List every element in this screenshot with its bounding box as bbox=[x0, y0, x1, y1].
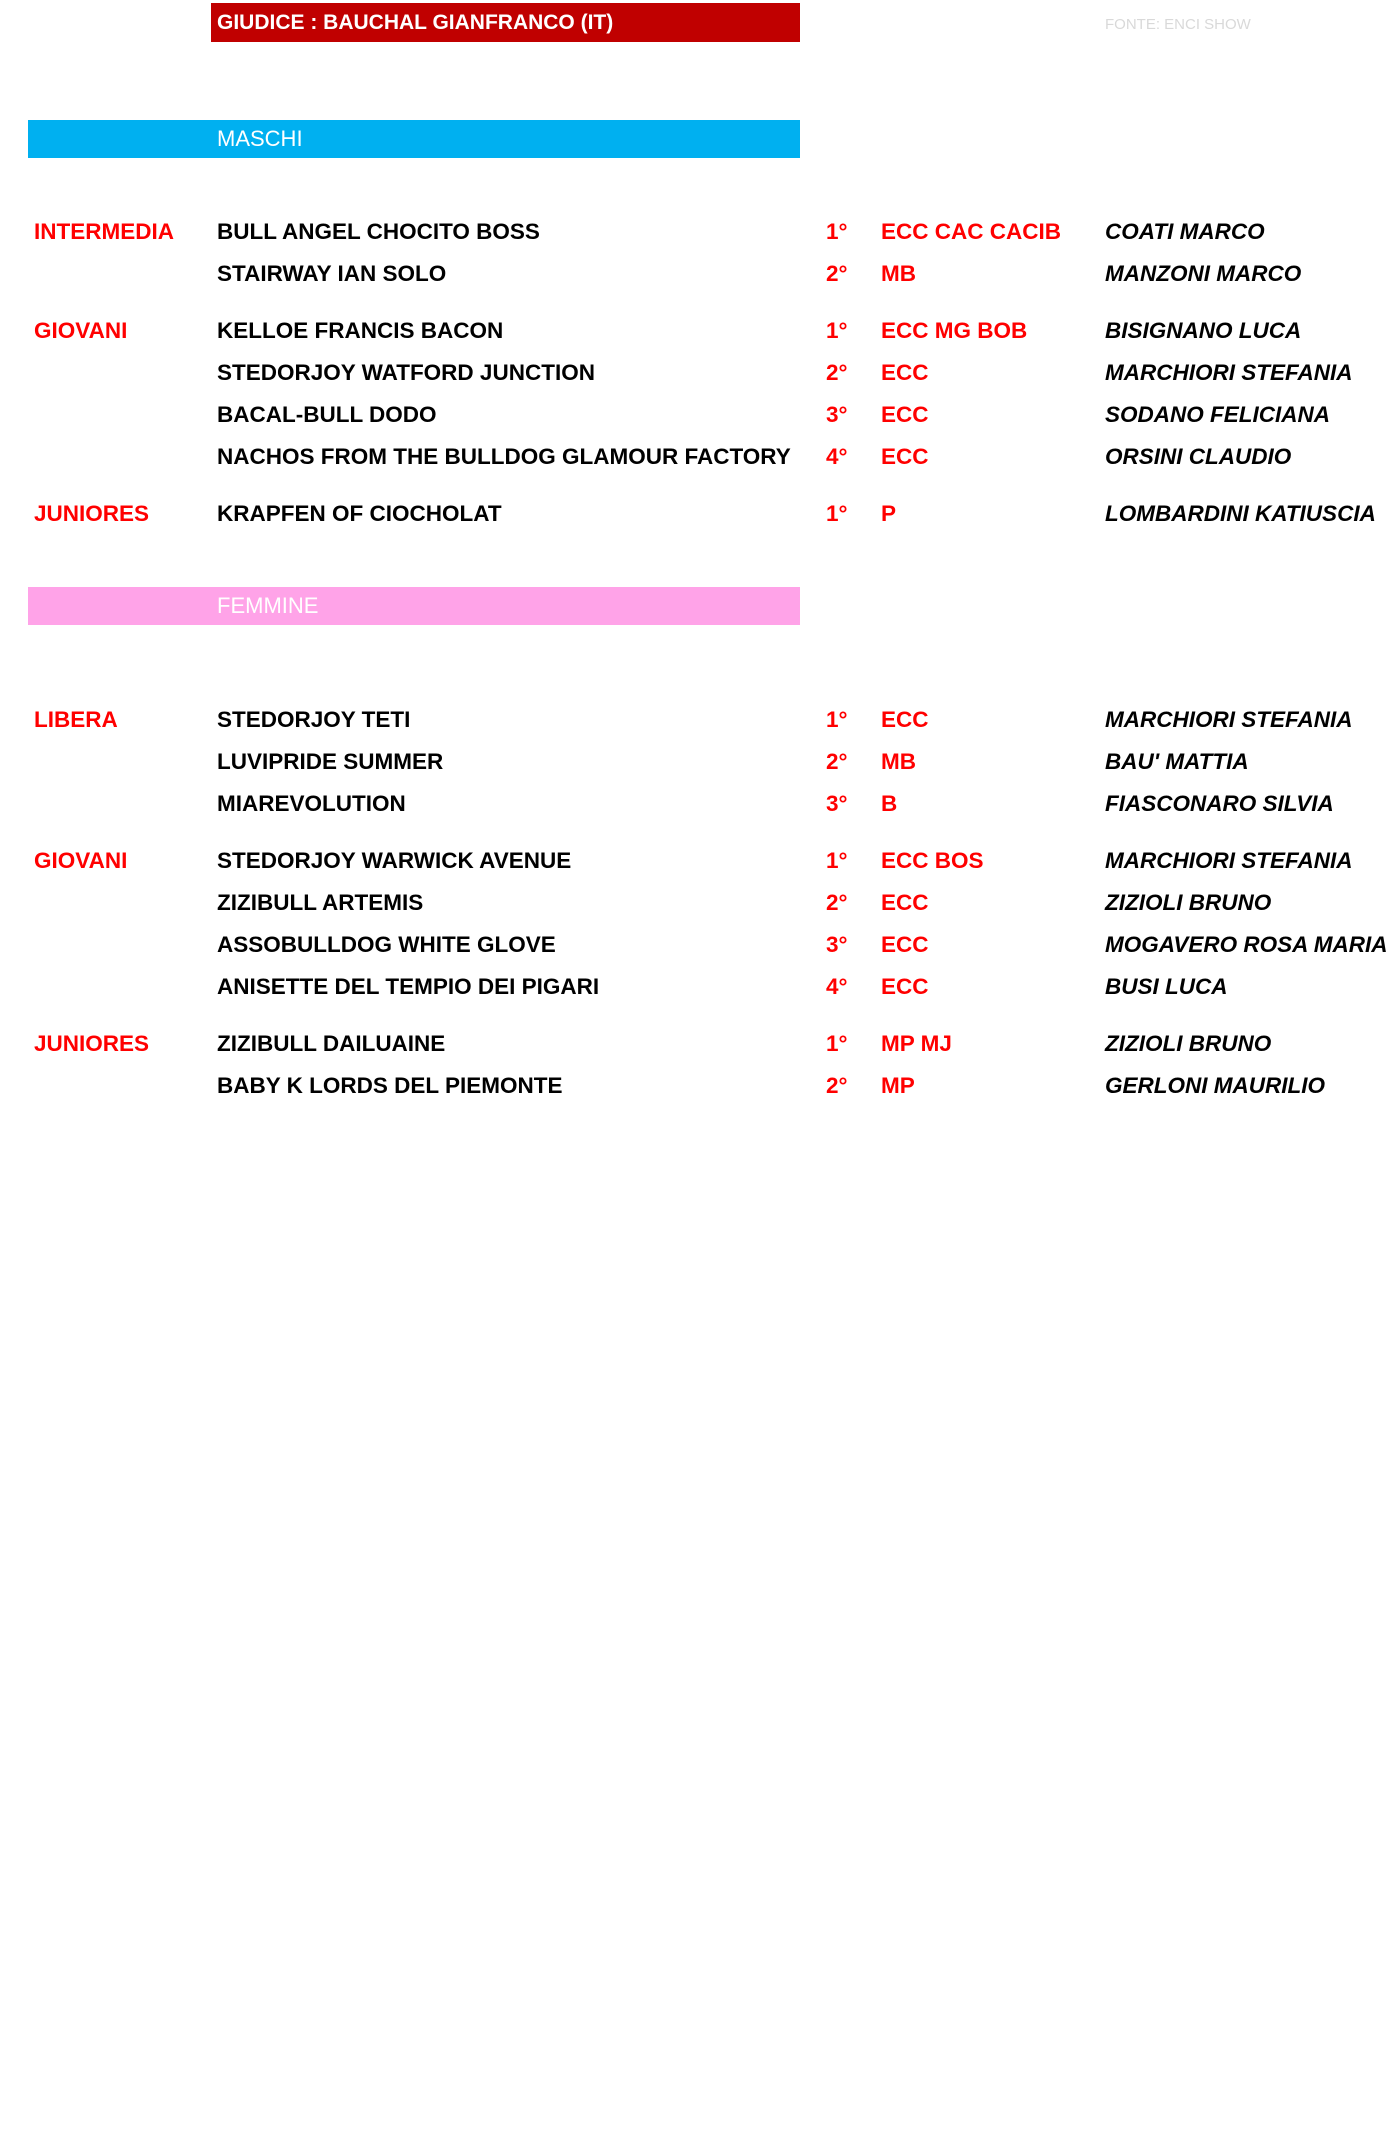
dog-name: ANISETTE DEL TEMPIO DEI PIGARI bbox=[217, 974, 600, 999]
placement: 2° bbox=[826, 261, 848, 286]
source-label: FONTE: ENCI SHOW bbox=[1105, 16, 1251, 33]
qualification: P bbox=[881, 501, 897, 526]
dog-name: ZIZIBULL ARTEMIS bbox=[217, 890, 424, 915]
result-row bbox=[0, 1024, 1400, 1064]
class-label: JUNIORES bbox=[34, 501, 150, 526]
result-row bbox=[0, 212, 1400, 252]
qualification: ECC bbox=[881, 974, 929, 999]
dog-name: STEDORJOY TETI bbox=[217, 707, 411, 732]
owner-name: ZIZIOLI BRUNO bbox=[1105, 890, 1272, 915]
placement: 2° bbox=[826, 749, 848, 774]
result-row bbox=[0, 494, 1400, 534]
dog-name: BULL ANGEL CHOCITO BOSS bbox=[217, 219, 540, 244]
class-label: JUNIORES bbox=[34, 1031, 150, 1056]
result-row bbox=[0, 1066, 1400, 1106]
owner-name: MOGAVERO ROSA MARIA bbox=[1105, 932, 1388, 957]
owner-name: MARCHIORI STEFANIA bbox=[1105, 707, 1353, 732]
qualification: ECC bbox=[881, 360, 929, 385]
placement: 1° bbox=[826, 848, 848, 873]
qualification: ECC bbox=[881, 932, 929, 957]
qualification: ECC bbox=[881, 444, 929, 469]
result-row bbox=[0, 883, 1400, 923]
owner-name: ORSINI CLAUDIO bbox=[1105, 444, 1292, 469]
owner-name: BAU' MATTIA bbox=[1105, 749, 1249, 774]
result-row bbox=[0, 254, 1400, 294]
placement: 3° bbox=[826, 402, 848, 427]
class-label: LIBERA bbox=[34, 707, 118, 732]
placement: 1° bbox=[826, 219, 848, 244]
placement: 2° bbox=[826, 890, 848, 915]
placement: 4° bbox=[826, 444, 848, 469]
dog-name: STAIRWAY IAN SOLO bbox=[217, 261, 447, 286]
placement: 1° bbox=[826, 707, 848, 732]
dog-name: KRAPFEN OF CIOCHOLAT bbox=[217, 501, 502, 526]
qualification: ECC bbox=[881, 402, 929, 427]
result-row bbox=[0, 311, 1400, 351]
class-label: GIOVANI bbox=[34, 318, 128, 343]
qualification: MP MJ bbox=[881, 1031, 952, 1056]
qualification: ECC MG BOB bbox=[881, 318, 1028, 343]
owner-name: MARCHIORI STEFANIA bbox=[1105, 848, 1353, 873]
placement: 2° bbox=[826, 1073, 848, 1098]
qualification: MP bbox=[881, 1073, 915, 1098]
result-row bbox=[0, 437, 1400, 477]
dog-name: KELLOE FRANCIS BACON bbox=[217, 318, 504, 343]
qualification: MB bbox=[881, 749, 916, 774]
dog-name: STEDORJOY WATFORD JUNCTION bbox=[217, 360, 595, 385]
dog-name: BABY K LORDS DEL PIEMONTE bbox=[217, 1073, 563, 1098]
section-header-males: MASCHI bbox=[28, 120, 800, 158]
placement: 4° bbox=[826, 974, 848, 999]
owner-name: COATI MARCO bbox=[1105, 219, 1265, 244]
dog-name: NACHOS FROM THE BULLDOG GLAMOUR FACTORY bbox=[217, 444, 791, 469]
dog-name: ASSOBULLDOG WHITE GLOVE bbox=[217, 932, 556, 957]
dog-name: ZIZIBULL DAILUAINE bbox=[217, 1031, 446, 1056]
placement: 3° bbox=[826, 791, 848, 816]
result-row bbox=[0, 967, 1400, 1007]
owner-name: BISIGNANO LUCA bbox=[1105, 318, 1302, 343]
result-row bbox=[0, 925, 1400, 965]
result-row bbox=[0, 395, 1400, 435]
qualification: B bbox=[881, 791, 898, 816]
owner-name: MANZONI MARCO bbox=[1105, 261, 1302, 286]
owner-name: ZIZIOLI BRUNO bbox=[1105, 1031, 1272, 1056]
placement: 1° bbox=[826, 1031, 848, 1056]
qualification: MB bbox=[881, 261, 916, 286]
owner-name: FIASCONARO SILVIA bbox=[1105, 791, 1334, 816]
judge-title: GIUDICE : BAUCHAL GIANFRANCO (IT) bbox=[211, 3, 800, 42]
owner-name: SODANO FELICIANA bbox=[1105, 402, 1330, 427]
qualification: ECC bbox=[881, 890, 929, 915]
placement: 3° bbox=[826, 932, 848, 957]
placement: 1° bbox=[826, 501, 848, 526]
owner-name: LOMBARDINI KATIUSCIA bbox=[1105, 501, 1376, 526]
dog-name: BACAL-BULL DODO bbox=[217, 402, 437, 427]
owner-name: BUSI LUCA bbox=[1105, 974, 1228, 999]
dog-name: STEDORJOY WARWICK AVENUE bbox=[217, 848, 572, 873]
result-row bbox=[0, 784, 1400, 824]
owner-name: MARCHIORI STEFANIA bbox=[1105, 360, 1353, 385]
class-label: INTERMEDIA bbox=[34, 219, 174, 244]
qualification: ECC CAC CACIB bbox=[881, 219, 1061, 244]
placement: 1° bbox=[826, 318, 848, 343]
result-row bbox=[0, 353, 1400, 393]
qualification: ECC bbox=[881, 707, 929, 732]
placement: 2° bbox=[826, 360, 848, 385]
section-header-females: FEMMINE bbox=[28, 587, 800, 625]
class-label: GIOVANI bbox=[34, 848, 128, 873]
dog-name: LUVIPRIDE SUMMER bbox=[217, 749, 444, 774]
qualification: ECC BOS bbox=[881, 848, 984, 873]
owner-name: GERLONI MAURILIO bbox=[1105, 1073, 1325, 1098]
result-row bbox=[0, 700, 1400, 740]
result-row bbox=[0, 742, 1400, 782]
result-row bbox=[0, 841, 1400, 881]
dog-name: MIAREVOLUTION bbox=[217, 791, 406, 816]
